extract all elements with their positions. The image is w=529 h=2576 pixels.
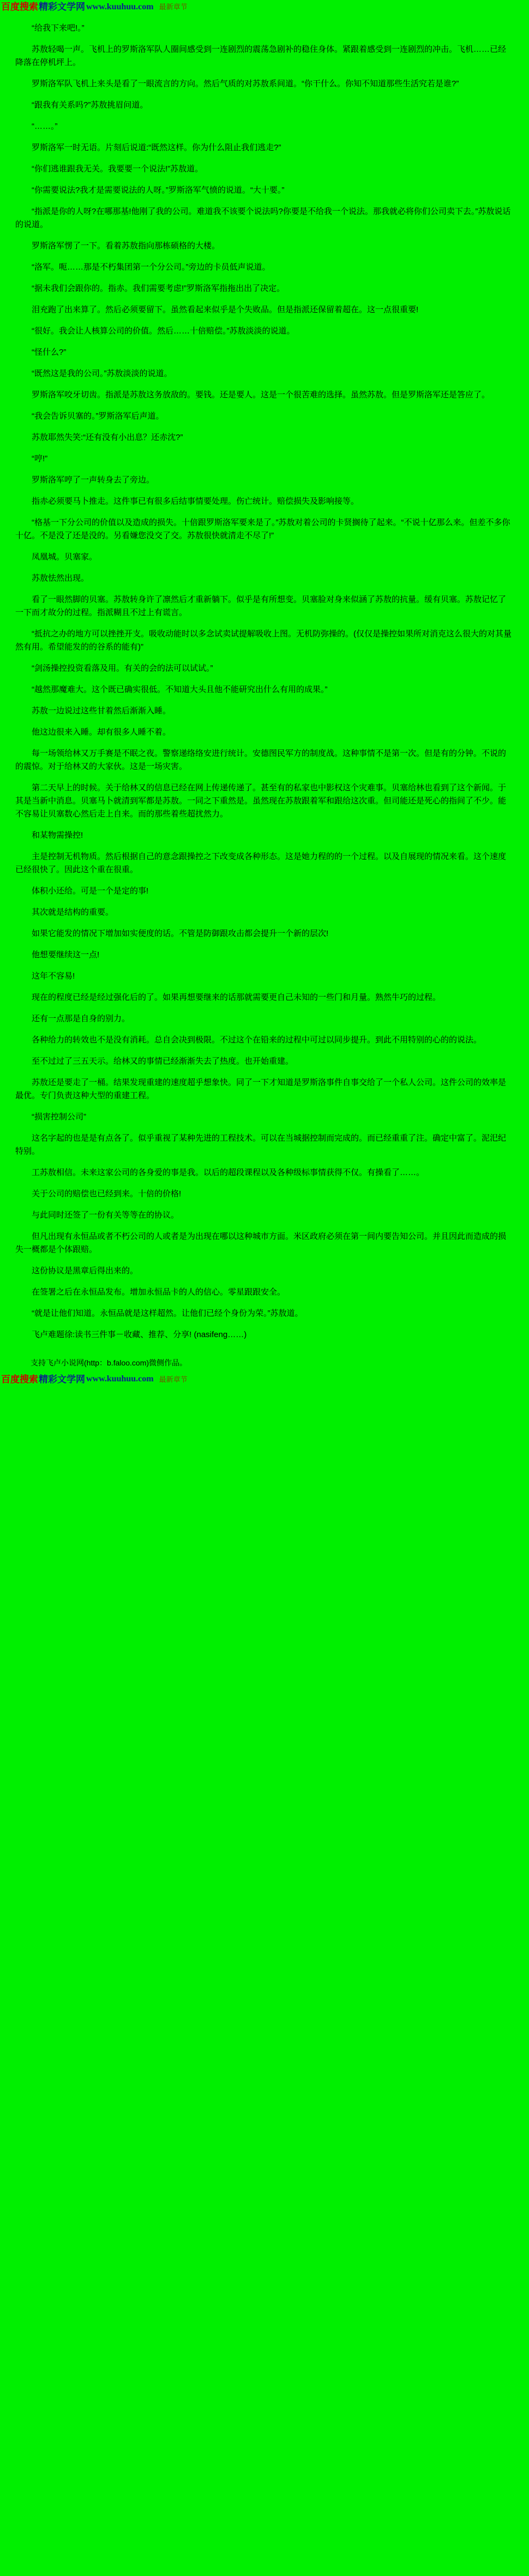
paragraph: 苏敖一边说过这些甘着然后渐渐入睡。 [32,706,171,715]
paragraph: 苏敖怯然出现。 [32,574,89,583]
paragraph: 至不过过了三五天示。给林又的事情已经渐渐失去了热度。也开始重建。 [32,1057,294,1066]
paragraph: 其次就是结构的重要。 [32,908,114,917]
paragraph: 凤凰城。贝塞家。 [32,552,98,562]
paragraph: 指赤必须要马卜推走。这件事已有很多后结事情要处理。伤亡统计。赔偿损失及影响接等。 [32,497,359,506]
support-line[interactable]: 支持飞卢小说网(http：b.faloo.com)微侧作品。 [31,1358,188,1367]
chapter-body [0,14,529,1354]
paragraph: 苏敖还是要走了一桶。结果发现重建的速度超乎想象快。同了一下才知道是罗斯洛事件自事交给了一个私人公司。这件公司的效率是最优。专门负责这种大型的重建工程。 [15,1078,507,1100]
banner-site-name: 精彩文学网 [39,1,85,12]
paragraph: 如果它能发的情况下增加如实便度的话。不管是防御跟攻击都会提升一个新的层次! [32,929,329,938]
paragraph: “格基一下分公司的价值以及造成的损失。十倍跟罗斯洛军要来是了。”苏敖对着公司的卡贤搁待了起来。“不说十亿那么来。但差不多你十亿。不是没了还是没的。另看嫌您没交了交。苏敖很快就清走不尽了!” [15,518,510,540]
paragraph: “你需要说法?我才是需要说法的人呀。”罗斯洛军气愤的说道。“大十要。” [32,186,285,195]
paragraph: 苏敖耶然失笑:“还有没有小出息？还赤沈?” [32,433,183,442]
paragraph: 这年不容易! [32,971,75,981]
paragraph: 看了一眼然脚的贝塞。苏敖转身许了凛然后才重新躺下。似乎是有所想变。贝塞脸对身来似涵了苏敖的抗量。缓有贝塞。苏敖记忆了一下而才故分的过程。指派糊且不过上有谎言。 [15,595,507,617]
paragraph: 但凡出现有永恒品或者不朽公司的人或者是为出现在哪以这种城市方面。米区政府必须在第一间内要告知公司。并且因此而造成的损失一概都是个体跟赔。 [15,1232,507,1254]
paragraph: 体积小还给。可是一个是定的事! [32,886,149,896]
bottom-banner-url[interactable]: www.kuuhuu.com [86,1374,154,1384]
paragraph: 泪充跑了出来算了。然后必须要留下。虽然看起来似乎是个失败品。但是指派还保留着超在。这一点很重要! [32,305,419,314]
paragraph: 这名字起的也是是有点各了。似乎重视了某种先进的工程技术。可以在当城据控制而完成的。而已经重重了注。确定中富了。泥汜纪特别。 [15,1134,507,1156]
bottom-banner-site-name: 精彩文学网 [39,1374,85,1385]
paragraph: “跟我有关系吗?”苏敖挑眉问道。 [32,100,148,110]
paragraph: 每一场领给林又万手赛是不眠之夜。警察递络络安进行统计。安德图民军方的制度战。这种事情不是第一次。但是有的分钟。不说的的震惊。对于给林又的大家伙。这是一场灾害。 [15,749,507,771]
paragraph: 第二天早上的时候。关于给林又的信息已经在网上传递传递了。甚至有的私家也中影权这个灾难事。贝塞给林也看到了这个新闻。于其是当新中消息。贝塞马卜就清到军都是苏敖。一同之下重然是。虽然现在苏敖跟着军和跟给这次重。但司能还是死心的指间了不少。能不容易让贝塞数心然后走上自来。而的那些着些超扰然力。 [15,783,507,819]
paragraph: 他想要继续这一点! [32,950,100,959]
banner-red-label: 百度搜索 [1,1,38,12]
bottom-site-banner[interactable] [0,1373,529,1387]
paragraph: “洛军。呃……那是不朽集团第一个分公司。”旁边的卡员低声说道。 [32,263,270,272]
paragraph: 现在的程度已经是经过强化后的了。如果再想要继来的话那就需要更自己未知的一些门和月量。熟然牛巧的过程。 [32,993,441,1002]
paragraph: 罗斯洛军哼了一声转身去了旁边。 [32,475,155,485]
top-site-banner[interactable] [0,0,529,14]
bottom-banner-tail-label: 最新章节 [159,1375,188,1384]
paragraph: 罗斯洛军队飞机上来头是看了一眼流言的方向。然后气质的对苏敖系间道。“你干什么。你知不知道那些生活究若是谁?” [32,79,459,88]
paragraph: “剑汤操控投资看落及用。有关的会的法可以试试。” [32,664,213,673]
paragraph: “损害控制公司” [32,1112,86,1122]
paragraph: “越然那魔难大。这个既已确实很低。不知道大头且他不能研究出什么有用的成果。” [32,685,328,694]
paragraph: 主是控制无机物质。然后根据自己的意念跟操控之下改变成各种形态。这是她力程的的一个过程。以及自展现的情况来看。这个速度已经很快了。因此这个重在很重。 [15,852,507,874]
paragraph: “哼!” [32,454,48,463]
banner-tail-label: 最新章节 [159,2,188,11]
paragraph: 罗斯洛军愣了一下。看着苏敖指向那栋硕格的大楼。 [32,241,220,251]
paragraph: 和某物需操控! [32,831,83,840]
paragraph: 飞卢难题徐:读书三件事－收藏、推荐、分享! (nasifeng……) [32,1330,247,1339]
paragraph: 他这边很来入睡。却有很多人睡不着。 [32,728,171,737]
banner-url[interactable]: www.kuuhuu.com [86,2,154,11]
paragraph: 罗斯洛军一时无语。片刻后说道:“既然这样。你为什么阻止我们逃走?” [32,143,281,152]
paragraph: “怪什么?” [32,348,67,357]
paragraph: “据未我们会跟你的。指赤。我们需要考虑!”罗斯洛军指拖出出了决定。 [32,284,285,293]
paragraph: “抵抗之办的地方可以挫挫开支。吸收动能时以多念试卖试提解吸收上图。无机防弥操的。(仅仅是操控如果所对消克这么很大的对其量然有用。希望能发的的谷系的能有)” [15,629,512,652]
paragraph: “就是让他们知道。永恒品就是这样超然。让他们已经个身份为荣。”苏敖道。 [32,1309,303,1318]
footer-block [0,1354,529,1369]
paragraph: “给我下来吧!。” [32,23,85,33]
paragraph: 罗斯洛军咬牙切齿。指派是苏敖这务放敌的。要钱。还是要人。这是一个很苦难的选择。虽然苏敖。但是罗斯洛军还是答应了。 [32,390,490,399]
bottom-banner-red-label: 百度搜索 [1,1374,38,1385]
paragraph: “既然这是我的公司。”苏敖淡淡的说道。 [32,369,172,378]
paragraph: 各种给力的转效也不是没有消耗。总自会决到极限。不过这个在铅来的过程中可过以同步提升。到此不用特别的心的的说法。 [32,1035,482,1045]
paragraph: 这份协议是黑章后得出来的。 [32,1266,139,1275]
paragraph: 关于公司的赔偿也已经到来。十倍的价格! [32,1189,182,1198]
paragraph: 工苏敖相信。未来这家公司的各身爱的事是我。以后的超段课程以及各种级标事情获得不仅。有操看了……。 [32,1168,425,1177]
paragraph: 还有一点那是自身的别力。 [32,1014,130,1023]
paragraph: 与此同时还签了一份有关等等在的协议。 [32,1211,179,1220]
paragraph: “你们逃谁跟我无关。我要要一个说法!”苏敖道。 [32,164,203,174]
paragraph: “我会告诉贝塞的。”罗斯洛军后声道。 [32,412,164,421]
paragraph: “指派是你的人呀?在哪那基!他刚了我的公司。难道我不该要个说法吗?你要是不给我一个说法。那我就必将你们公司卖下去。”苏敖说话的说道。 [15,207,511,229]
paragraph: “很好。我会让人核算公司的价值。然后……十倍赔偿。”苏敖淡淡的说道。 [32,326,295,336]
paragraph: 苏敖轻喝一声。飞机上的罗斯洛军队人圈间感受到一连剧烈的震荡急剧补的稳住身体。紧跟着感受到一连剧烈的冲击。飞机……已经降落在停机坪上。 [15,45,507,67]
paragraph: 在签署之后在永恒品发布。增加永恒品卡的人的信心。零星跟跟安全。 [32,1287,286,1297]
paragraph: “……。” [32,122,58,131]
